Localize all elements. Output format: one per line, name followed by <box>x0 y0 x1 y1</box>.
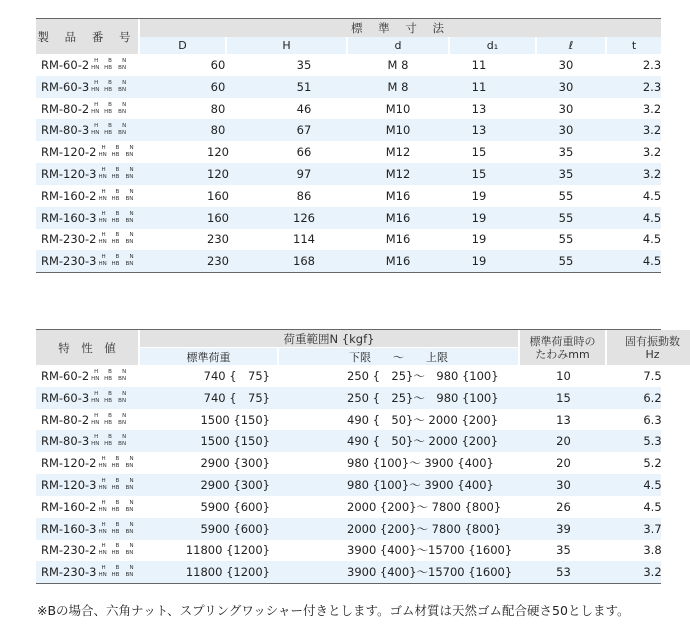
model-number: RM-160-3 <box>41 210 97 225</box>
cell-H: 114 <box>293 232 315 247</box>
model-cell <box>36 539 140 561</box>
cell-d: M12 <box>385 167 411 181</box>
hardness-grades: H HN B HB N BN <box>98 478 134 491</box>
cell-t: 3.2 <box>642 123 662 138</box>
hardness-grades: H HN B HB N BN <box>98 145 134 159</box>
cell-t: 4.5 <box>642 188 662 203</box>
table-row <box>36 518 661 540</box>
table-row <box>36 539 661 561</box>
cell-l: 35 <box>558 145 574 160</box>
characteristics-table <box>36 329 680 583</box>
cell-range: 980 {100}～ 3900 {400} <box>347 456 494 471</box>
hardness-grades: H HN B HB N BN <box>91 101 127 115</box>
hardness-grades: H HN B HB N BN <box>98 167 134 180</box>
cell-defl: 15 <box>556 390 571 405</box>
cell-d: M10 <box>385 123 411 138</box>
footnote: ※Bの場合、六角ナット、スプリングワッシャー付きとします。ゴム材質は天然ゴム配合硬さ50とします。 <box>37 603 630 618</box>
model-number: RM-80-2 <box>41 412 90 427</box>
table-row <box>36 141 661 163</box>
cell-d: M 8 <box>387 58 409 72</box>
cell-t: 2.3 <box>642 79 662 94</box>
cell-std: 740 { 75} <box>203 390 270 405</box>
cell-std: 740 { 75} <box>203 369 270 383</box>
table-row <box>36 409 661 431</box>
cell-D: 60 <box>210 79 226 94</box>
cell-D: 160 <box>207 210 229 225</box>
model-cell <box>36 561 140 583</box>
cell-freq: 5.3 <box>643 434 662 449</box>
cell-d1: 19 <box>471 232 487 247</box>
cell-defl: 20 <box>556 456 571 471</box>
cell-std: 11800 {1200} <box>185 565 270 580</box>
cell-range: 250 { 25}～ 980 {100} <box>347 390 499 405</box>
hardness-grades: H HN B HB N BN <box>98 565 134 579</box>
cell-range: 980 {100}～ 3900 {400} <box>347 478 494 492</box>
model-cell <box>36 185 140 207</box>
cell-H: 168 <box>293 254 315 269</box>
cell-range: 490 { 50}～ 2000 {200} <box>347 434 499 449</box>
cell-l: 35 <box>558 167 574 181</box>
cell-freq: 3.8 <box>643 543 662 558</box>
hardness-grades: H HN B HB N BN <box>91 369 127 382</box>
model-cell <box>36 76 140 98</box>
table-row <box>36 452 661 474</box>
cell-D: 80 <box>210 101 226 116</box>
natural-frequency-header: 固有振動数 Hz <box>607 330 690 365</box>
model-cell <box>36 250 140 272</box>
table-row <box>36 98 661 120</box>
hardness-grades: H HN B HB N BN <box>91 390 127 404</box>
cell-freq: 3.7 <box>643 521 662 536</box>
cell-d1: 13 <box>471 123 487 138</box>
cell-l: 55 <box>558 232 574 247</box>
cell-range: 2000 {200}～ 7800 {800} <box>347 521 502 536</box>
cell-defl: 26 <box>556 499 571 514</box>
cell-range: 2000 {200}～ 7800 {800} <box>347 499 502 514</box>
hardness-grades: H HN B HB N BN <box>98 521 134 535</box>
hardness-grades: H HN B HB N BN <box>91 58 127 71</box>
table-row <box>36 54 661 76</box>
cell-H: 51 <box>296 79 312 94</box>
table-row <box>36 250 661 272</box>
cell-H: 35 <box>296 58 312 72</box>
cell-l: 30 <box>558 101 574 116</box>
column-header-d: d <box>348 37 450 54</box>
cell-t: 3.2 <box>642 145 662 160</box>
cell-d: M 8 <box>387 79 409 94</box>
model-cell <box>36 365 140 387</box>
table-row <box>36 387 661 409</box>
table-row <box>36 207 661 229</box>
cell-freq: 3.2 <box>643 565 662 580</box>
model-cell <box>36 207 140 229</box>
hardness-grades: H HN B HB N BN <box>91 434 127 448</box>
model-number: RM-120-3 <box>41 167 97 181</box>
hardness-grades: H HN B HB N BN <box>98 232 134 246</box>
hardness-grades: H HN B HB N BN <box>98 188 134 202</box>
model-number: RM-120-2 <box>41 145 97 160</box>
model-cell <box>36 54 140 76</box>
cell-d: M16 <box>385 254 411 269</box>
cell-d1: 15 <box>471 167 487 181</box>
model-cell <box>36 141 140 163</box>
cell-std: 1500 {150} <box>200 434 270 449</box>
table-row <box>36 561 661 583</box>
cell-H: 86 <box>296 188 312 203</box>
column-header-l: ℓ <box>537 37 607 54</box>
model-number: RM-230-3 <box>41 565 97 580</box>
cell-freq: 6.3 <box>643 412 662 427</box>
cell-defl: 13 <box>556 412 571 427</box>
cell-range: 3900 {400}～15700 {1600} <box>347 543 513 558</box>
cell-d1: 11 <box>471 79 487 94</box>
hardness-grades: H HN B HB N BN <box>91 123 127 137</box>
cell-d1: 13 <box>471 101 487 116</box>
cell-defl: 30 <box>556 478 571 492</box>
cell-l: 30 <box>558 79 574 94</box>
cell-freq: 7.5 <box>643 369 662 383</box>
cell-d: M12 <box>385 145 411 160</box>
standard-load-header: 標準荷重 <box>140 348 279 365</box>
model-number: RM-60-3 <box>41 79 90 94</box>
cell-l: 55 <box>558 254 574 269</box>
cell-defl: 39 <box>556 521 571 536</box>
column-header-D: D <box>140 37 227 54</box>
table-row <box>36 76 661 98</box>
model-cell <box>36 387 140 409</box>
cell-std: 11800 {1200} <box>185 543 270 558</box>
cell-std: 5900 {600} <box>200 499 270 514</box>
column-header-H: H <box>227 37 348 54</box>
hardness-grades: H HN B HB N BN <box>98 499 134 513</box>
column-header-d1: d₁ <box>450 37 537 54</box>
bottom-rule <box>36 272 661 273</box>
table-row <box>36 496 661 518</box>
cell-defl: 35 <box>556 543 571 558</box>
model-number: RM-230-2 <box>41 232 97 247</box>
model-number: RM-160-2 <box>41 499 97 514</box>
model-number: RM-60-2 <box>41 58 90 72</box>
model-number: RM-230-3 <box>41 254 97 269</box>
model-cell <box>36 409 140 431</box>
cell-range: 3900 {400}～15700 {1600} <box>347 565 513 580</box>
load-limits-header: 下限 ～ 上限 <box>279 348 520 365</box>
model-number: RM-80-3 <box>41 434 90 449</box>
cell-range: 490 { 50}～ 2000 {200} <box>347 412 499 427</box>
cell-H: 97 <box>296 167 312 181</box>
hardness-grades: H HN B HB N BN <box>98 456 134 470</box>
model-cell <box>36 98 140 120</box>
cell-d: M10 <box>385 101 411 116</box>
cell-freq: 4.5 <box>643 499 662 514</box>
cell-t: 4.5 <box>642 232 662 247</box>
model-number: RM-60-3 <box>41 390 90 405</box>
cell-d: M16 <box>385 210 411 225</box>
cell-range: 250 { 25}～ 980 {100} <box>347 369 499 383</box>
cell-l: 55 <box>558 210 574 225</box>
cell-D: 80 <box>210 123 226 138</box>
model-number: RM-230-2 <box>41 543 97 558</box>
model-number: RM-160-2 <box>41 188 97 203</box>
cell-freq: 4.5 <box>643 478 662 492</box>
cell-D: 60 <box>210 58 226 72</box>
cell-freq: 6.2 <box>643 390 662 405</box>
cell-D: 120 <box>207 167 229 181</box>
cell-freq: 5.2 <box>643 456 662 471</box>
cell-std: 5900 {600} <box>200 521 270 536</box>
cell-t: 3.2 <box>642 167 662 181</box>
model-number: RM-80-2 <box>41 101 90 116</box>
standard-dimensions-header: 標 準 寸 法 <box>140 19 661 37</box>
cell-d1: 15 <box>471 145 487 160</box>
hardness-grades: H HN B HB N BN <box>91 79 127 93</box>
bottom-rule <box>36 583 661 584</box>
cell-H: 66 <box>296 145 312 160</box>
cell-d1: 19 <box>471 254 487 269</box>
cell-D: 230 <box>207 254 229 269</box>
hardness-grades: H HN B HB N BN <box>98 210 134 224</box>
table-row <box>36 365 661 387</box>
table-row <box>36 163 661 185</box>
model-cell <box>36 430 140 452</box>
model-number: RM-80-3 <box>41 123 90 138</box>
model-cell <box>36 496 140 518</box>
model-cell <box>36 518 140 540</box>
cell-std: 1500 {150} <box>200 412 270 427</box>
table-row <box>36 185 661 207</box>
cell-t: 3.2 <box>642 101 662 116</box>
cell-d: M16 <box>385 188 411 203</box>
model-cell <box>36 119 140 141</box>
cell-d: M16 <box>385 232 411 247</box>
cell-std: 2900 {300} <box>200 478 270 492</box>
model-cell <box>36 452 140 474</box>
cell-l: 55 <box>558 188 574 203</box>
deflection-header: 標準荷重時の たわみmm <box>520 330 607 365</box>
cell-t: 4.5 <box>642 254 662 269</box>
hardness-grades: H HN B HB N BN <box>98 254 134 268</box>
cell-t: 2.3 <box>642 58 662 72</box>
model-number: RM-160-3 <box>41 521 97 536</box>
table-row <box>36 474 661 496</box>
cell-defl: 20 <box>556 434 571 449</box>
table-row <box>36 430 661 452</box>
cell-defl: 10 <box>556 369 571 383</box>
cell-H: 67 <box>296 123 312 138</box>
cell-D: 230 <box>207 232 229 247</box>
cell-l: 30 <box>558 123 574 138</box>
product-number-header: 製 品 番 号 <box>36 19 140 54</box>
cell-l: 30 <box>558 58 574 72</box>
cell-D: 120 <box>207 145 229 160</box>
column-header-t: t <box>607 37 661 54</box>
cell-D: 160 <box>207 188 229 203</box>
cell-t: 4.5 <box>642 210 662 225</box>
table-row <box>36 228 661 250</box>
load-range-header: 荷重範囲N {kgf} <box>140 330 520 347</box>
characteristics-header: 特 性 値 <box>36 330 140 365</box>
model-number: RM-120-2 <box>41 456 97 471</box>
cell-d1: 19 <box>471 188 487 203</box>
model-cell <box>36 474 140 496</box>
model-number: RM-60-2 <box>41 369 90 383</box>
dimensions-table <box>36 18 661 272</box>
cell-H: 46 <box>296 101 312 116</box>
cell-std: 2900 {300} <box>200 456 270 471</box>
model-cell <box>36 163 140 185</box>
cell-d1: 19 <box>471 210 487 225</box>
hardness-grades: H HN B HB N BN <box>91 412 127 426</box>
table-row <box>36 119 661 141</box>
cell-H: 126 <box>293 210 315 225</box>
model-number: RM-120-3 <box>41 478 97 492</box>
hardness-grades: H HN B HB N BN <box>98 543 134 557</box>
model-cell <box>36 228 140 250</box>
cell-d1: 11 <box>471 58 487 72</box>
cell-defl: 53 <box>556 565 571 580</box>
